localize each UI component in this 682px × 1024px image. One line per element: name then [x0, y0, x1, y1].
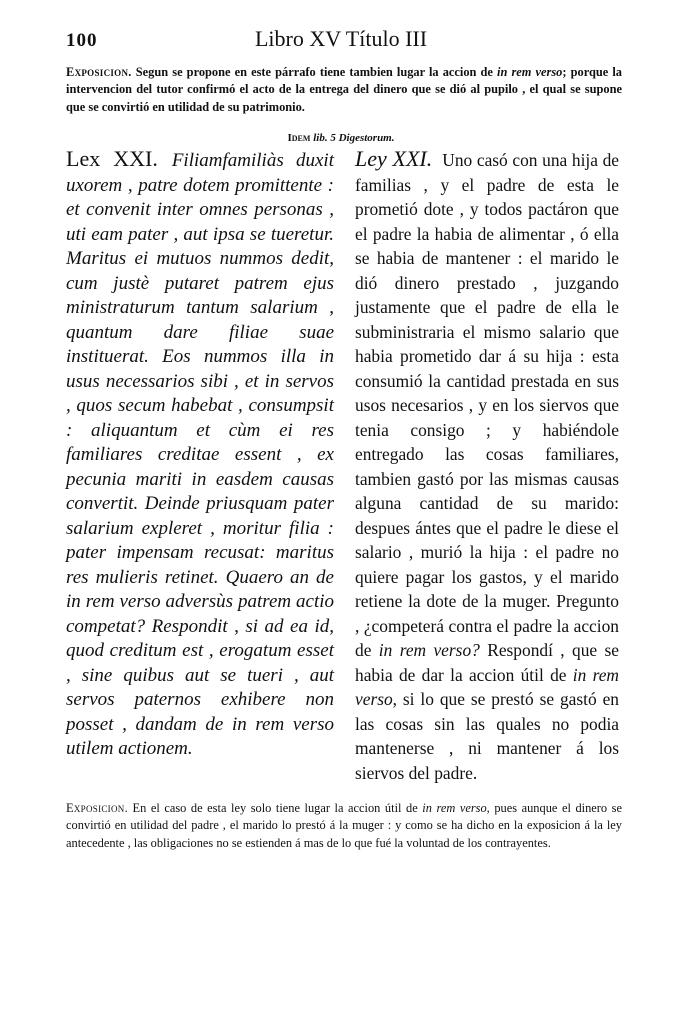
latin-column	[66, 147, 334, 762]
exposition-label: Exposicion.	[66, 801, 128, 815]
page-header	[0, 24, 682, 54]
exposition-top	[66, 64, 622, 116]
source-detail: lib. 5 Digestorum.	[313, 132, 395, 144]
latin-term: in rem verso,	[422, 801, 490, 815]
spanish-text: Respondí , que se habia de dar la accion útil de	[355, 640, 619, 685]
latin-term: in rem verso?	[378, 640, 480, 660]
exposition-text: pues aunque el dinero se convirtió en utilidad del padre , el marido lo prestó á la muger : y como se ha dicho en la exposicion á la ley antecedente , las obligaciones no se estienden á mas de lo que fué la voluntad de los contrayentes.	[66, 801, 622, 850]
latin-term: in rem verso	[497, 65, 563, 79]
latin-paragraph	[66, 147, 334, 762]
law-heading-latin: Lex XXI.	[66, 146, 158, 171]
exposition-bottom	[66, 800, 622, 852]
exposition-label: Exposicion.	[66, 65, 132, 79]
exposition-text: ; porque la intervencion del tutor confirmó el acto de la entrega del dinero que se dió al pupilo , el qual se supone que se convirtió en utilidad de su patrimonio.	[66, 65, 622, 114]
spanish-text: , si lo que se prestó se gastó en las cosas sin las quales no podia mantenerse , ni mantener á los siervos del padre.	[355, 689, 619, 783]
source-idem: Idem	[287, 132, 311, 144]
spanish-paragraph	[355, 147, 619, 785]
exposition-text: En el caso de esta ley solo tiene lugar la accion útil de	[132, 801, 418, 815]
exposition-text: Segun se propone en este párrafo tiene tambien lugar la accion de	[135, 65, 493, 79]
running-title: Libro XV Título III	[254, 26, 428, 51]
latin-term: in rem verso	[355, 664, 619, 709]
latin-text: Filiamfamiliàs duxit uxorem , patre dotem promittente : et convenit inter omnes personas , uti eam pater , aut ipsa se tueretur. Maritus ei mutuos nummos dedit, cum justè putaret patrem ejus ministraturum tantum salarium , quantum dare filiae suae instituerat. Eos nummos illa in usus necessarios sibi , et in servos , quos secum habebat , consumpsit : aliquantum et cùm ei res familiares creditae essent , ex pecunia mariti in easdem causas convertit. Deinde priusquam pater salarium expleret , moritur filia : pater impensam recusat: maritus res mulieris retinet. Quaero an de in rem verso adversùs patrem actio competat? Respondit , si ad ea id, quod creditum est , erogatum esset , sine quibus aut se tueri , aut servos paternos exhibere non posset , dandam de in rem verso utilem actionem.	[66, 150, 334, 759]
law-heading-spanish: Ley XXI.	[355, 146, 433, 171]
source-reference	[0, 132, 682, 144]
spanish-text: Uno casó con una hija de familias , y el padre de esta le prometió dote , y todos pactáron que el padre la habia de alimentar , ó ella se habia de mantener : el marido le dió dinero prestado , juzgando justamente que el padre de ella le subministraria el mismo salario que habia prometido dar á su hija : esta consumió la cantidad prestada en sus usos necesarios , y en los siervos que tenia consigo ; y habiéndole entregado las cosas familiares, tambien gastó por las mismas causas alguna cantidad de su marido: despues ántes que el padre le diese el salario , murió la hija : el padre no quiere pagar los gastos, y el marido retiene la dote de la muger. Pregunto , ¿competerá contra el padre la accion de	[355, 150, 619, 660]
page-number: 100	[66, 30, 98, 51]
spanish-column	[355, 147, 619, 785]
